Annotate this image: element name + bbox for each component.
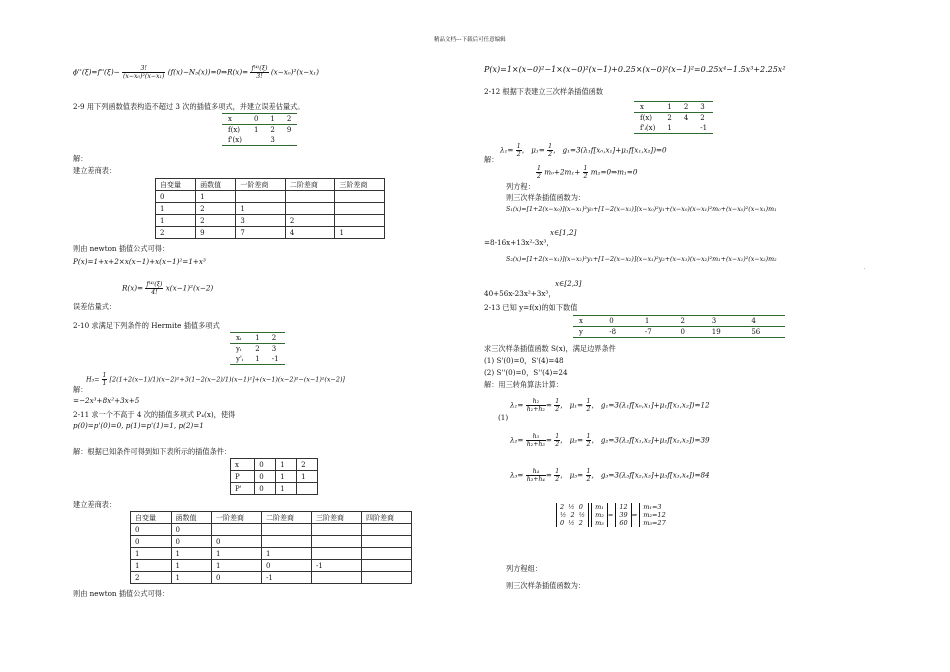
lambda-c-line: λ₃= $\frac{\text{h₄}}{\text{h₃+h₄}}$ = $\frac{1}{2}$ ， μ₃= $\frac{1}{2}$ ， g₃=3(λ₃f[x₂,x₃]+μ₃f[x₃,x₄])=84 [510,468,710,483]
error-line: 误差估量式： [73,302,117,311]
case-1-label: (1) [498,413,509,422]
table-2-10: xᵢ 1 2 yᵢ 2 3 y'ᵢ 1 -1 [230,332,285,365]
problem-2-13-title: 2-13 已知 y=f(x)的如下数值 [484,303,578,312]
unknown-vector: m₁ m₂ m₃ [591,503,608,527]
problem-2-12-title: 2-12 根据下表建立三次样条插值函数 [484,87,604,96]
S1-formula: S₁(x)=[1+2(x−x₀)](x−x₁)²y₀+[1−2(x−x₁)](x−x₀)²y₁+(x−x₀)(x−x₁)²m₀+(x−x₀)²(x−x₁)m₁ [506,206,777,213]
table-2-11: x 0 1 2 P 0 1 1 P' 0 1 [230,458,318,495]
eq-line: $\frac{1}{2}$ m₀+2m₁+ $\frac{1}{2}$ m₂=0⇒m₁=0 [537,165,638,180]
eq-group-label: 列方程组： [506,564,542,573]
coefficient-matrix: 2 ½ 0 ½ 2 ½ 0 ½ 2 [556,503,589,527]
matrix-equation: 2 ½ 0 ½ 2 ½ 0 ½ 2 m₁ m₂ m₃ = 12 39 60 ⇒ m₁=3 m₂=12 m₃=27 [556,503,666,527]
problem-2-11-title: 2-11 求一个不高于 4 次的插值多项式 P₄(x)，使得 [73,410,236,419]
problem-2-9-title: 2-9 用下列函数值表构造不超过 3 次的插值多项式，并建立误差估量式。 [73,102,305,111]
margin-mark: · [864,266,866,272]
newton-line: 则由 newton 插值公式可得： [73,244,170,253]
table-2-12: x 1 2 3 f(x) 2 4 2 f'ᵢ(x) 1 -1 [634,101,713,134]
S1-result: =8-16x+13x²-3x³， [484,238,554,247]
diff-table-2: 自变量 函数值 一阶差商 二阶差商 三阶差商 四阶差商 0 0 0 0 0 1 1 1 1 1 1 1 0 -1 2 1 0 -1 [130,511,412,584]
diff-table-1: 自变量 函数值 一阶差商 二阶差商 三阶差商 0 1 1 2 1 1 2 3 2 2 9 7 4 1 [155,178,385,239]
spline-label-2: 则三次样条插值函数为： [506,581,586,590]
problem-2-10-title: 2-10 求满足下列条件的 Hermite 插值多项式 [73,321,220,330]
S2-result: 40+56x-23x²+3x³， [484,289,556,298]
solution-label-2: 解： [73,385,88,394]
H3-result: =−2x³+8x²+3x+5 [73,396,140,405]
lambda-b-line: λ₂= $\frac{\text{h₃}}{\text{h₂+h₃}}$ = $\frac{1}{2}$ ， μ₂= $\frac{1}{2}$ ， g₂=3(λ₂f[x₁,x₂]+μ₂f[x₂,x₃])=39 [510,433,710,448]
table-2-13: x 0 1 2 3 4 y -8 -7 0 19 56 [573,315,785,338]
S2-domain: x∈[2,3] [555,279,582,288]
eq-label: 列方程： [506,182,535,191]
phi-formula: ϕ''(ξ)=f''(ξ)− $\frac{3!}{\text{(x−x₀)²(x−x₁)}}$ (f(x)−N₃(x))=0⇒R(x)= $\frac{\text{f⁽⁴⁾(ξ)}}{3!}$ (x−x₀)²(x−x₁) [73,65,319,80]
S1-domain: x∈[1,2] [550,228,577,237]
solution-label: 解： [73,154,88,163]
rhs-vector: 12 39 60 [615,503,631,527]
P-top-formula: P(x)=1×(x−0)²−1×(x−0)²(x−1)+0.25×(x−0)²(x−1)²=0.25x⁴−1.5x³+2.25x² [484,65,786,74]
lambda1-line: λ₁= $\frac{1}{2}$ ， μ₁= $\frac{1}{2}$ ， g₁=3(λ₁f[x₀,x₁]+μ₁f[x₁,x₂])=0 [500,143,667,158]
H3-formula: H₃= $\frac{1}{1}$ [2(1+2(x−1)/1)(x−2)²+3(1−2(x−2)/1)(x−1)²]+(x−1)(x−2)²−(x−1)²(x−2)] [86,372,345,387]
p213-solution: 解：用三转角算法计算： [484,380,564,389]
condition-2: (2) S''(0)=0，S''(4)=24 [484,368,568,377]
build-diff-label: 建立差商表： [73,166,117,175]
build-diff-label-2: 建立差商表： [73,500,117,509]
p213-question: 求三次样条插值函数 S(x)，满足边界条件 [484,344,616,353]
solution-label-r: 解： [484,155,499,164]
p211-conditions: p(0)=p'(0)=0, p(1)=p'(1)=1, p(2)=1 [73,421,204,430]
S2-formula: S₂(x)=[1+2(x−x₁)](x−x₂)²y₁+[1−2(x−x₂)](x−x₁)²y₂+(x−x₁)(x−x₂)²m₁+(x−x₁)²(x−x₂)m₂ [506,256,777,263]
table-2-9: x 0 1 2 f(x) 1 2 9 f'(x) 3 [222,113,297,146]
spline-label: 则三次样条插值函数为： [506,193,586,202]
p211-solution: 解：根据已知条件可得到如下表所示的插值条件： [73,447,232,456]
R-formula: R(x)= $\frac{\text{f⁽⁴⁾(ξ)}}{4!}$ x(x−1)²(x−2) [122,281,214,296]
solution-values: m₁=3 m₂=12 m₃=27 [639,503,666,527]
newton-line-2: 则由 newton 插值公式可得： [73,589,170,598]
lambda-a-line: λ₁= $\frac{\text{h₂}}{\text{h₁+h₂}}$ = $\frac{1}{2}$ ， μ₁= $\frac{1}{2}$ ， g₁=3(λ₁f[x₀,x₁]+μ₁f[x₁,x₂])=12 [510,398,710,413]
condition-1: (1) S'(0)=0，S'(4)=48 [484,356,564,365]
page-header: 精品文档---下载后可任意编辑 [434,37,506,43]
P-formula: P(x)=1+x+2×x(x−1)+x(x−1)²=1+x³ [73,257,206,266]
